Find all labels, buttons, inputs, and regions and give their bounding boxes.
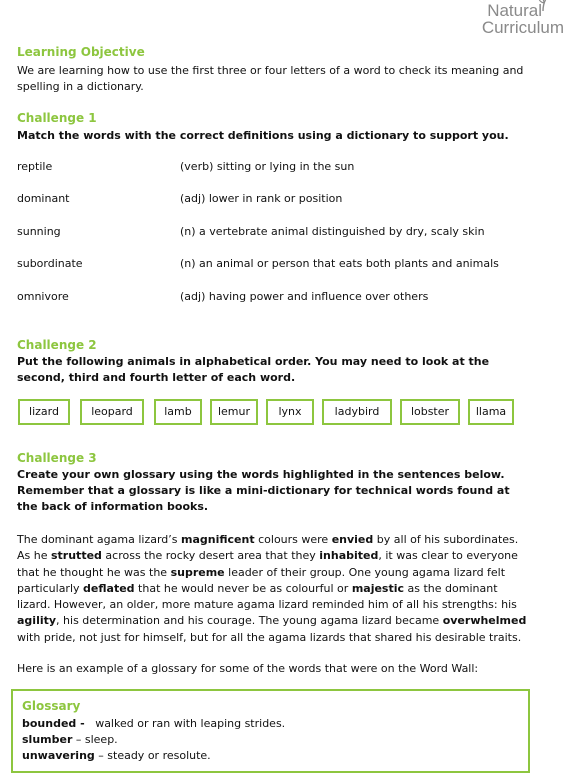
match-word: reptile — [17, 160, 53, 173]
highlighted-word: strutted — [51, 549, 102, 563]
story-text: that he would never be as colourful or — [134, 581, 352, 595]
match-row — [17, 290, 547, 306]
story-text: leader of their group. One young agama lizard felt particularly — [17, 565, 506, 595]
challenge3-instruction: Create your own glossary using the words highlighted in the sentences below. Remember that a glossary is like a mini-dictionary for technical words found at the back of information books. — [17, 468, 510, 513]
challenge2-instruction: Put the following animals in alphabetical order. You may need to look at the second, third and fourth letter of each word. — [17, 355, 490, 384]
match-word: sunning — [17, 225, 61, 238]
match-word: subordinate — [17, 257, 83, 270]
animal-card: lemur — [210, 399, 258, 425]
match-definition: (n) an animal or person that eats both plants and animals — [180, 257, 499, 270]
animal-card: llama — [468, 399, 514, 425]
story-text: across the rocky desert area that they — [101, 549, 320, 563]
challenge1-heading: Challenge 1 — [17, 111, 97, 125]
highlighted-word: agility — [17, 614, 57, 628]
story-text: colours were — [254, 533, 332, 546]
match-row — [17, 160, 547, 176]
glossary-term: bounded - — [22, 717, 85, 730]
highlighted-word: overwhelmed — [442, 614, 527, 628]
match-row — [17, 192, 547, 208]
match-row — [17, 225, 547, 241]
highlighted-word: magnificent — [181, 533, 255, 546]
story-text: as the dominant lizard. However, an older, more mature agama lizard reminded him of all his strengths: his — [17, 581, 517, 612]
story-text: The dominant agama lizard’s — [17, 533, 182, 546]
glossary-definition: walked or ran with leaping strides. — [84, 717, 286, 730]
glossary-entry — [22, 717, 285, 730]
glossary-definition: – steady or resolute. — [94, 749, 211, 762]
animal-card: ladybird — [322, 399, 392, 425]
match-definition: (verb) sitting or lying in the sun — [180, 160, 355, 173]
glossary-definition: – sleep. — [72, 733, 118, 746]
natural-curriculum-logo — [444, 0, 564, 36]
glossary-term: slumber — [22, 733, 73, 746]
story-paragraph — [17, 532, 531, 646]
animal-card: lynx — [266, 399, 314, 425]
leaf-icon — [536, 0, 550, 12]
match-definition: (adj) having power and influence over others — [180, 290, 429, 303]
highlighted-word: envied — [331, 533, 374, 546]
story-text: with pride, not just for himself, but for all the agama lizards that shared his desirable traits. — [17, 630, 522, 644]
learning-objective-heading: Learning Objective — [17, 45, 145, 59]
highlighted-word: inhabited — [319, 549, 379, 563]
challenge1-instruction: Match the words with the correct definitions using a dictionary to support you. — [17, 129, 509, 142]
story-text: , it was clear to everyone that he thought he was the — [17, 549, 518, 579]
match-word: omnivore — [17, 290, 69, 303]
animal-card: lizard — [18, 399, 70, 425]
match-definition: (n) a vertebrate animal distinguished by dry, scaly skin — [180, 225, 485, 238]
logo-line2: Curriculum — [481, 18, 564, 37]
animal-card: lamb — [154, 399, 202, 425]
learning-objective-text: We are learning how to use the first three or four letters of a word to check its meaning and spelling in a dictionary. — [17, 64, 524, 93]
match-row — [17, 257, 547, 273]
glossary-example-intro: Here is an example of a glossary for some of the words that were on the Word Wall: — [17, 662, 479, 675]
story-text: , his determination and his courage. The young agama lizard became — [56, 614, 443, 628]
story-text: by all of his subordinates. As he — [17, 533, 519, 563]
match-definition: (adj) lower in rank or position — [180, 192, 343, 205]
challenge3-heading: Challenge 3 — [17, 451, 97, 465]
match-word: dominant — [17, 192, 70, 205]
logo-line1: Natural — [487, 1, 542, 20]
challenge2-heading: Challenge 2 — [17, 338, 97, 352]
glossary-entry — [22, 749, 211, 762]
animal-card: leopard — [80, 399, 144, 425]
highlighted-word: majestic — [351, 581, 405, 595]
glossary-entry — [22, 733, 118, 746]
highlighted-word: deflated — [83, 581, 135, 595]
glossary-term: unwavering — [22, 749, 95, 762]
glossary-box — [11, 689, 530, 773]
glossary-title: Glossary — [22, 699, 81, 713]
highlighted-word: supreme — [170, 565, 225, 579]
animal-card: lobster — [400, 399, 460, 425]
